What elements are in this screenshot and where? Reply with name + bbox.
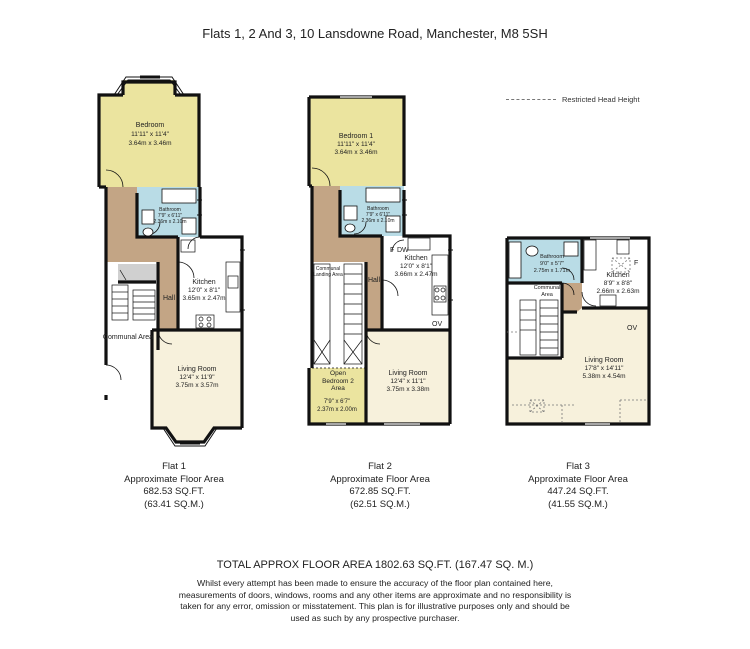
flat-3-living-name: Living Room	[584, 357, 624, 364]
flat-3-name: Flat 3	[566, 461, 590, 472]
flat-2-bedroom-imperial: 11'11" x 11'4"	[337, 141, 375, 148]
flat-3-fridge-label: F	[634, 260, 639, 267]
flat-1-bedroom-metric: 3.64m x 3.46m	[128, 140, 172, 147]
flat-2-dishwasher-label: DW	[397, 247, 409, 254]
flat-1-bedroom-name: Bedroom	[135, 122, 165, 129]
flat-1-bedroom-imperial: 11'11" x 11'4"	[131, 131, 169, 138]
flat-3-sqm: (41.55 SQ.M.)	[548, 498, 608, 510]
flat-3-living-imperial: 17'8" x 14'11"	[584, 365, 624, 372]
total-floor-area: TOTAL APPROX FLOOR AREA 1802.63 SQ.FT. (167.47 SQ. M.)	[216, 559, 534, 571]
flat-3-kitchen-metric: 2.66m x 2.63m	[596, 288, 640, 295]
flat-3-bathroom-name: Bathroom	[540, 254, 564, 260]
flat-2-bedroom2-imperial: 7'9" x 6'7"	[323, 399, 351, 405]
flat-2-bedroom-name: Bedroom 1	[338, 133, 374, 140]
flat-2-kitchen-metric: 3.66m x 2.47m	[394, 271, 438, 278]
flat-3-landing	[562, 283, 582, 312]
flat-2-living-name: Living Room	[388, 370, 428, 377]
flat-2-info	[305, 461, 455, 511]
flat-2-living-imperial: 12'4" x 11'1"	[390, 378, 426, 385]
flat-2-hall-label: Hall	[367, 277, 381, 284]
flat-1-sqft: 682.53 SQ.FT.	[143, 486, 205, 497]
flat-2-bathroom-metric: 2.36m x 2.10m	[361, 218, 395, 224]
flat-1-living-metric: 3.75m x 3.57m	[175, 382, 219, 389]
flat-3-bathroom-metric: 2.75m x 1.71m	[533, 268, 571, 274]
flat-3-area-label: Approximate Floor Area	[528, 473, 628, 485]
flat-2-fridge-label: F	[390, 247, 395, 254]
flat-2-bathroom-name: Bathroom	[367, 206, 389, 212]
flat-2-kitchen-name: Kitchen	[404, 255, 428, 262]
flat-1-communal-label: Communal Area	[102, 334, 154, 341]
flat-1-living-name: Living Room	[177, 366, 217, 373]
flat-3-info	[503, 461, 653, 511]
flat-1-info	[99, 461, 249, 511]
flat-3-plan	[507, 238, 649, 424]
flat-3-oven-label: OV	[627, 325, 638, 332]
flat-1-sqm: (63.41 SQ.M.)	[144, 498, 204, 510]
page-title: Flats 1, 2 And 3, 10 Lansdowne Road, Manchester, M8 5SH	[202, 26, 548, 41]
flat-2-bedroom2-metric: 2.37m x 2.00m	[317, 407, 357, 413]
flat-1-bathroom-imperial: 7'9" x 6'11"	[157, 213, 183, 219]
flat-1-name: Flat 1	[162, 461, 186, 472]
disclaimer: Whilst every attempt has been made to ensure the accuracy of the floor plan contained here, measurements of doors, windows, rooms and any other items are approximate and no responsibility is taken for any error, omission or misstatement. This plan is for illustrative purposes only and should be used as such by any prospective purchaser.	[178, 578, 572, 623]
flat-2-name: Flat 2	[368, 461, 392, 472]
flat-1-hall-label: Hall	[162, 295, 176, 302]
flat-1-kitchen-imperial: 12'0" x 8'1"	[187, 287, 221, 294]
flat-1-kitchen-metric: 3.65m x 2.47m	[182, 295, 226, 302]
flat-1-living-imperial: 12'4" x 11'9"	[179, 374, 215, 381]
flat-2-landing-label: Communal Landing Area	[313, 266, 343, 278]
flat-1-store	[118, 264, 156, 282]
flat-3-bathroom-imperial: 9'0" x 5'7"	[539, 261, 565, 267]
flat-1-bathroom-name: Bathroom	[159, 207, 181, 213]
flat-3-communal-label: Communal Area	[533, 285, 561, 298]
flat-2-living-metric: 3.75m x 3.38m	[386, 386, 430, 393]
flat-2-area-label: Approximate Floor Area	[330, 473, 430, 485]
flat-2-plan	[309, 97, 453, 424]
flat-2-sqm: (62.51 SQ.M.)	[350, 498, 410, 510]
flat-3-kitchen-name: Kitchen	[606, 272, 630, 279]
flat-2-bathroom-imperial: 7'9" x 6'11"	[365, 212, 391, 218]
flat-3-sqft: 447.24 SQ.FT.	[547, 486, 609, 497]
flat-2-bedroom2-name: Open Bedroom 2 Area	[322, 370, 354, 392]
flat-2-sqft: 672.85 SQ.FT.	[349, 486, 411, 497]
flat-2-bedroom-metric: 3.64m x 3.46m	[334, 149, 378, 156]
flat-2-kitchen-imperial: 12'0" x 8'1"	[399, 263, 433, 270]
legend-label: Restricted Head Height	[562, 95, 640, 104]
flat-3-living-metric: 5.38m x 4.54m	[582, 373, 626, 380]
flat-1-area-label: Approximate Floor Area	[124, 473, 224, 485]
flat-2-oven-label: OV	[432, 321, 443, 328]
flat-3-kitchen-imperial: 8'9" x 8'8"	[603, 280, 633, 287]
flat-1-kitchen-name: Kitchen	[192, 279, 216, 286]
flat-1-bathroom-metric: 2.36m x 2.10m	[153, 219, 187, 225]
flat-1-plan	[99, 77, 245, 446]
